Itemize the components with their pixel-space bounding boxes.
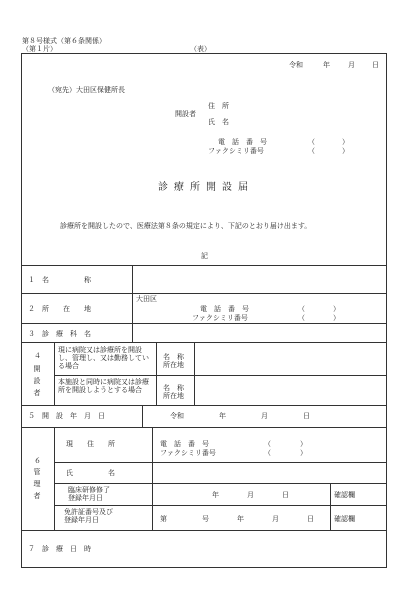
row-line-5 — [21, 405, 387, 406]
founder-label: 開設者 — [175, 110, 196, 118]
fax-paren-close: ） — [342, 147, 349, 155]
row-departments-label: ３ 診 療 科 名 — [28, 330, 91, 338]
row-line-6b — [54, 483, 387, 484]
license-value: 第 号 年 月 日 — [160, 515, 314, 523]
statement: 診療所を開設したので、医療法第８条の規定により、下記のとおり届け出ます。 — [60, 222, 312, 230]
loc-phone-paren-open: （ — [298, 305, 305, 313]
case-a-text: 現に病院又は診療所を開設し、管理し、又は勤務している場合 — [58, 346, 149, 370]
row-line-4 — [21, 342, 387, 343]
founder-fax-label: ファクシミリ番号 — [208, 147, 264, 155]
row-line-6 — [21, 427, 387, 428]
admin-address-label: 現 住 所 — [66, 440, 115, 448]
date-month: 月 — [348, 61, 355, 69]
row-line-1 — [21, 265, 387, 266]
addressee: （宛先）大田区保健所長 — [48, 86, 125, 94]
license-confirm-label: 確認欄 — [334, 515, 355, 523]
admin-fax-label: ファクシミリ番号 — [160, 449, 216, 457]
founder-name-label: 氏 名 — [208, 118, 229, 126]
clinical-training-label: 臨床研修修了 登録年月日 — [68, 486, 110, 502]
loc-fax-paren-open: （ — [298, 314, 305, 322]
admin-phone-paren-open: （ — [264, 440, 271, 448]
license-label: 免許証番号及び 登録年月日 — [64, 508, 113, 524]
col-line-4c — [194, 342, 195, 405]
location-fax-label: ファクシミリ番号 — [192, 314, 248, 322]
document-title: 診療所開設届 — [158, 182, 254, 193]
admin-fax-paren-close: ） — [300, 449, 307, 457]
admin-name-label: 氏 名 — [66, 469, 115, 477]
col-line-4b — [156, 342, 157, 405]
row-name-label: １ 名 称 — [28, 276, 91, 284]
row-line-4a — [54, 375, 387, 376]
ki-label: 記 — [201, 252, 208, 260]
founder-address-label: 住 所 — [208, 102, 229, 110]
fax-paren-open: （ — [308, 147, 315, 155]
col-line-6a — [54, 427, 55, 530]
row-location-label: ２ 所 在 地 — [28, 305, 91, 313]
admin-phone-paren-close: ） — [300, 440, 307, 448]
loc-phone-paren-close: ） — [333, 305, 340, 313]
founder-section-char-2: 設 — [33, 377, 41, 385]
case-a-name-location: 名 称 所在地 — [163, 353, 184, 369]
admin-fax-paren-open: （ — [264, 449, 271, 457]
row-line-7 — [21, 530, 387, 531]
col-line-4a — [54, 342, 55, 405]
form-number: 第８号様式（第６条関係） — [22, 37, 106, 45]
row-hours-label: ７ 診 療 日 時 — [28, 545, 91, 553]
clinical-training-value: 年 月 日 — [212, 491, 289, 499]
row-line-6a — [54, 462, 387, 463]
col-line-main — [132, 265, 133, 342]
loc-fax-paren-close: ） — [333, 314, 340, 322]
col-line-6c — [330, 483, 331, 530]
col-line-6b — [152, 427, 153, 530]
case-b-text: 本施設と同時に病院又は診療所を開設しようとする場合 — [58, 378, 149, 394]
date-era: 令和 — [289, 61, 303, 69]
col-line-5 — [142, 405, 143, 427]
founder-section-char-3: 者 — [33, 389, 41, 397]
admin-section-char-1: 管 — [33, 468, 41, 476]
open-date-value: 令和 年 月 日 — [170, 412, 310, 420]
row-line-6c — [54, 505, 387, 506]
location-prefill: 大田区 — [136, 295, 157, 303]
phone-paren-close: ） — [342, 138, 349, 146]
row-open-date-label: ５ 開 設 年 月 日 — [28, 412, 105, 420]
admin-phone-label: 電 話 番 号 — [160, 440, 209, 448]
admin-section-number: ６ — [34, 457, 41, 465]
case-b-name-location: 名 称 所在地 — [163, 384, 184, 400]
row-line-2 — [21, 293, 387, 294]
date-year: 年 — [323, 61, 330, 69]
location-phone-label: 電 話 番 号 — [200, 305, 249, 313]
founder-phone-label: 電 話 番 号 — [218, 138, 267, 146]
admin-section-char-3: 者 — [33, 492, 41, 500]
sheet-label: （第１片） — [22, 45, 57, 53]
clinical-confirm-label: 確認欄 — [334, 491, 355, 499]
admin-section-char-2: 理 — [33, 480, 41, 488]
phone-paren-open: （ — [308, 138, 315, 146]
side-label: （表） — [190, 45, 211, 53]
founder-section-char-1: 開 — [33, 365, 41, 373]
row-line-3 — [21, 323, 387, 324]
date-day: 日 — [372, 61, 379, 69]
founder-section-number: ４ — [34, 352, 41, 360]
